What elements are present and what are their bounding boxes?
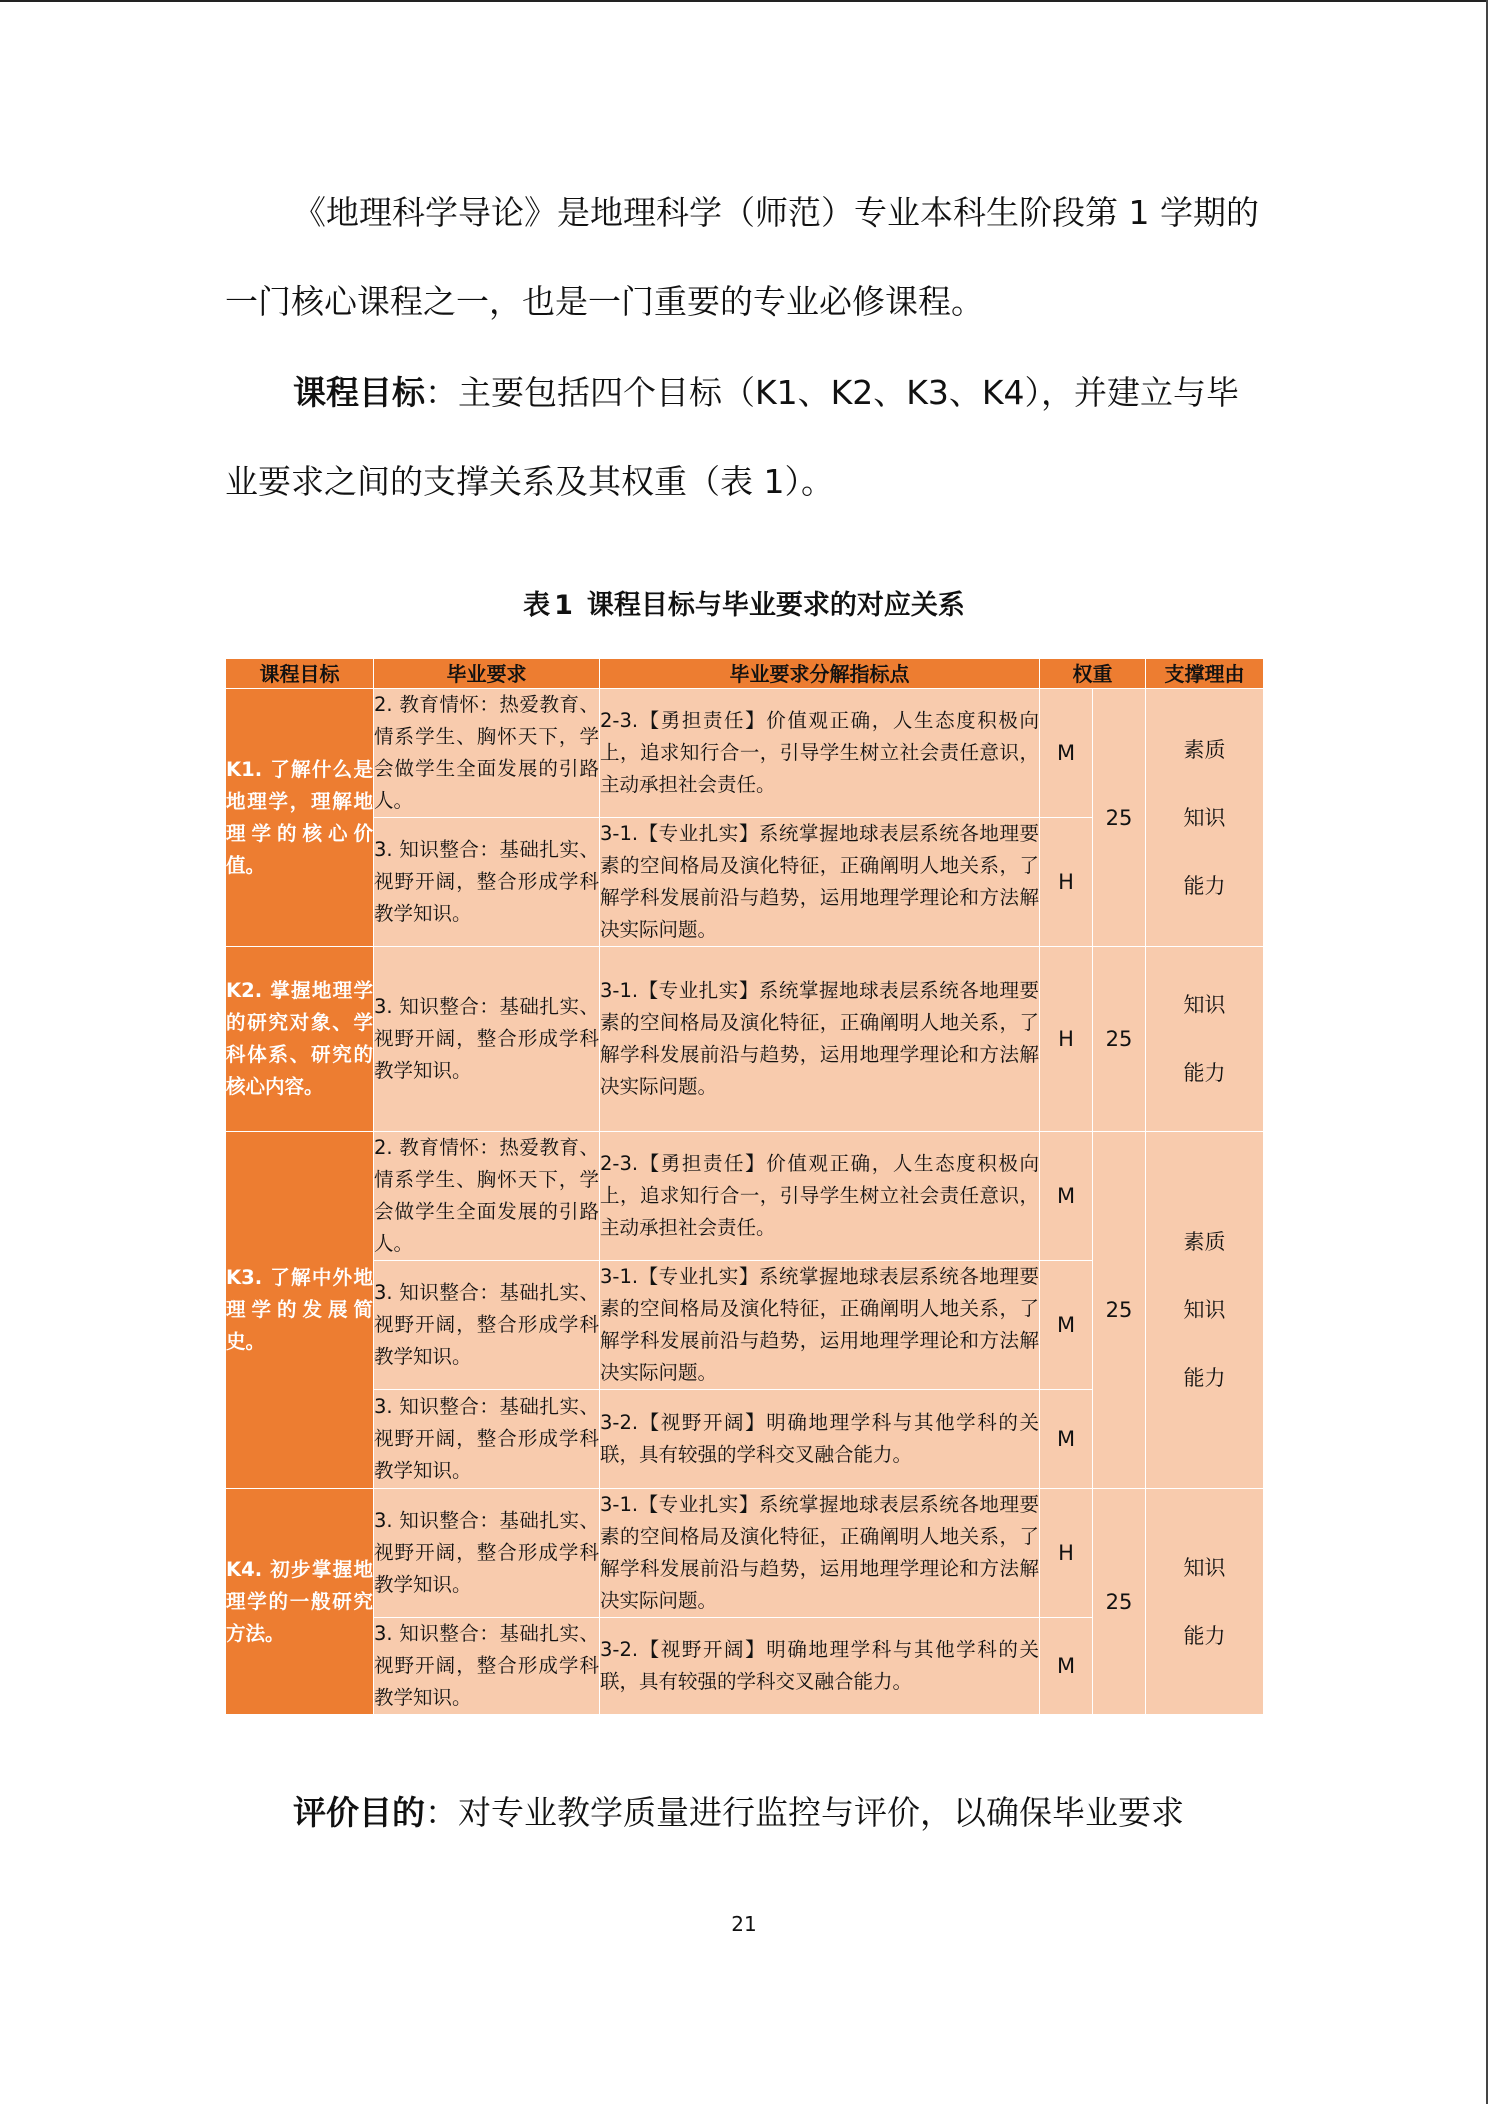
level-cell: M: [1040, 1390, 1093, 1489]
evaluation-label: 评价目的: [293, 1793, 425, 1832]
caption-number: 1: [554, 590, 573, 621]
level-cell: H: [1040, 1489, 1093, 1618]
weight-cell: 25: [1093, 1489, 1146, 1715]
goals-requirements-table: [225, 658, 1264, 1715]
goal-k1: K1. 了解什么是地理学，理解地理学的核心价值。: [226, 689, 374, 947]
indicator-cell: 3-2.【视野开阔】明确地理学科与其他学科的关联，具有较强的学科交叉融合能力。: [600, 1390, 1040, 1489]
header-indicator: 毕业要求分解指标点: [600, 659, 1040, 689]
indicator-cell: 3-1.【专业扎实】系统掌握地球表层系统各地理要素的空间格局及演化特征，正确阐明人地关系，了解学科发展前沿与趋势，运用地理学理论和方法解决实际问题。: [600, 1489, 1040, 1618]
evaluation-paragraph: [225, 1768, 1265, 1857]
goal-k2: K2. 掌握地理学的研究对象、学科体系、研究的核心内容。: [226, 947, 374, 1132]
requirement-cell: 2. 教育情怀：热爱教育、情系学生、胸怀天下，学会做学生全面发展的引路人。: [374, 689, 600, 818]
page-number: 21: [731, 1912, 757, 1936]
intro-paragraph: [225, 168, 1265, 346]
requirement-cell: 3. 知识整合：基础扎实、视野开阔，整合形成学科教学知识。: [374, 1489, 600, 1618]
goals-label: 课程目标: [293, 373, 425, 412]
indicator-cell: 3-2.【视野开阔】明确地理学科与其他学科的关联，具有较强的学科交叉融合能力。: [600, 1618, 1040, 1715]
evaluation-text: ：对专业教学质量进行监控与评价，以确保毕业要求: [425, 1793, 1184, 1832]
table-row: [226, 1132, 1264, 1261]
reason-cell: 素质 知识 能力: [1146, 1132, 1264, 1489]
weight-cell: 25: [1093, 947, 1146, 1132]
indicator-cell: 2-3.【勇担责任】价值观正确，人生态度积极向上，追求知行合一，引导学生树立社会责任意识，主动承担社会责任。: [600, 1132, 1040, 1261]
weight-cell: 25: [1093, 1132, 1146, 1489]
header-goal: 课程目标: [226, 659, 374, 689]
requirement-cell: 3. 知识整合：基础扎实、视野开阔，整合形成学科教学知识。: [374, 1618, 600, 1715]
goal-k4: K4. 初步掌握地理学的一般研究方法。: [226, 1489, 374, 1715]
reason-cell: 素质 知识 能力: [1146, 689, 1264, 947]
header-weight: 权重: [1040, 659, 1146, 689]
requirement-cell: 3. 知识整合：基础扎实、视野开阔，整合形成学科教学知识。: [374, 1261, 600, 1390]
level-cell: M: [1040, 1261, 1093, 1390]
header-reason: 支撑理由: [1146, 659, 1264, 689]
table-header-row: [226, 659, 1264, 689]
weight-cell: 25: [1093, 689, 1146, 947]
indicator-cell: 3-1.【专业扎实】系统掌握地球表层系统各地理要素的空间格局及演化特征，正确阐明人地关系，了解学科发展前沿与趋势，运用地理学理论和方法解决实际问题。: [600, 947, 1040, 1132]
intro-text: 《地理科学导论》是地理科学（师范）专业本科生阶段第 1 学期的一门核心课程之一，也是一门重要的专业必修课程。: [225, 193, 1259, 321]
table-row: [226, 689, 1264, 818]
table-row: [226, 1489, 1264, 1618]
indicator-cell: 3-1.【专业扎实】系统掌握地球表层系统各地理要素的空间格局及演化特征，正确阐明人地关系，了解学科发展前沿与趋势，运用地理学理论和方法解决实际问题。: [600, 1261, 1040, 1390]
level-cell: H: [1040, 947, 1093, 1132]
caption-prefix: 表: [523, 590, 551, 621]
goals-text: ：主要包括四个目标（K1、K2、K3、K4），并建立与毕业要求之间的支撑关系及其权重（表 1）。: [225, 373, 1240, 501]
level-cell: M: [1040, 1618, 1093, 1715]
header-requirement: 毕业要求: [374, 659, 600, 689]
goal-k3: K3. 了解中外地理学的发展简史。: [226, 1132, 374, 1489]
level-cell: H: [1040, 818, 1093, 947]
level-cell: M: [1040, 1132, 1093, 1261]
table-caption: [225, 588, 1263, 624]
top-border: [0, 0, 1488, 2]
caption-title: 课程目标与毕业要求的对应关系: [586, 590, 965, 621]
requirement-cell: 3. 知识整合：基础扎实、视野开阔，整合形成学科教学知识。: [374, 947, 600, 1132]
requirement-cell: 2. 教育情怀：热爱教育、情系学生、胸怀天下，学会做学生全面发展的引路人。: [374, 1132, 600, 1261]
indicator-cell: 2-3.【勇担责任】价值观正确，人生态度积极向上，追求知行合一，引导学生树立社会责任意识，主动承担社会责任。: [600, 689, 1040, 818]
level-cell: M: [1040, 689, 1093, 818]
requirement-cell: 3. 知识整合：基础扎实、视野开阔，整合形成学科教学知识。: [374, 1390, 600, 1489]
requirement-cell: 3. 知识整合：基础扎实、视野开阔，整合形成学科教学知识。: [374, 818, 600, 947]
reason-cell: 知识 能力: [1146, 947, 1264, 1132]
indicator-cell: 3-1.【专业扎实】系统掌握地球表层系统各地理要素的空间格局及演化特征，正确阐明人地关系，了解学科发展前沿与趋势，运用地理学理论和方法解决实际问题。: [600, 818, 1040, 947]
goals-paragraph: [225, 348, 1265, 526]
reason-cell: 知识 能力: [1146, 1489, 1264, 1715]
table-row: [226, 947, 1264, 1132]
